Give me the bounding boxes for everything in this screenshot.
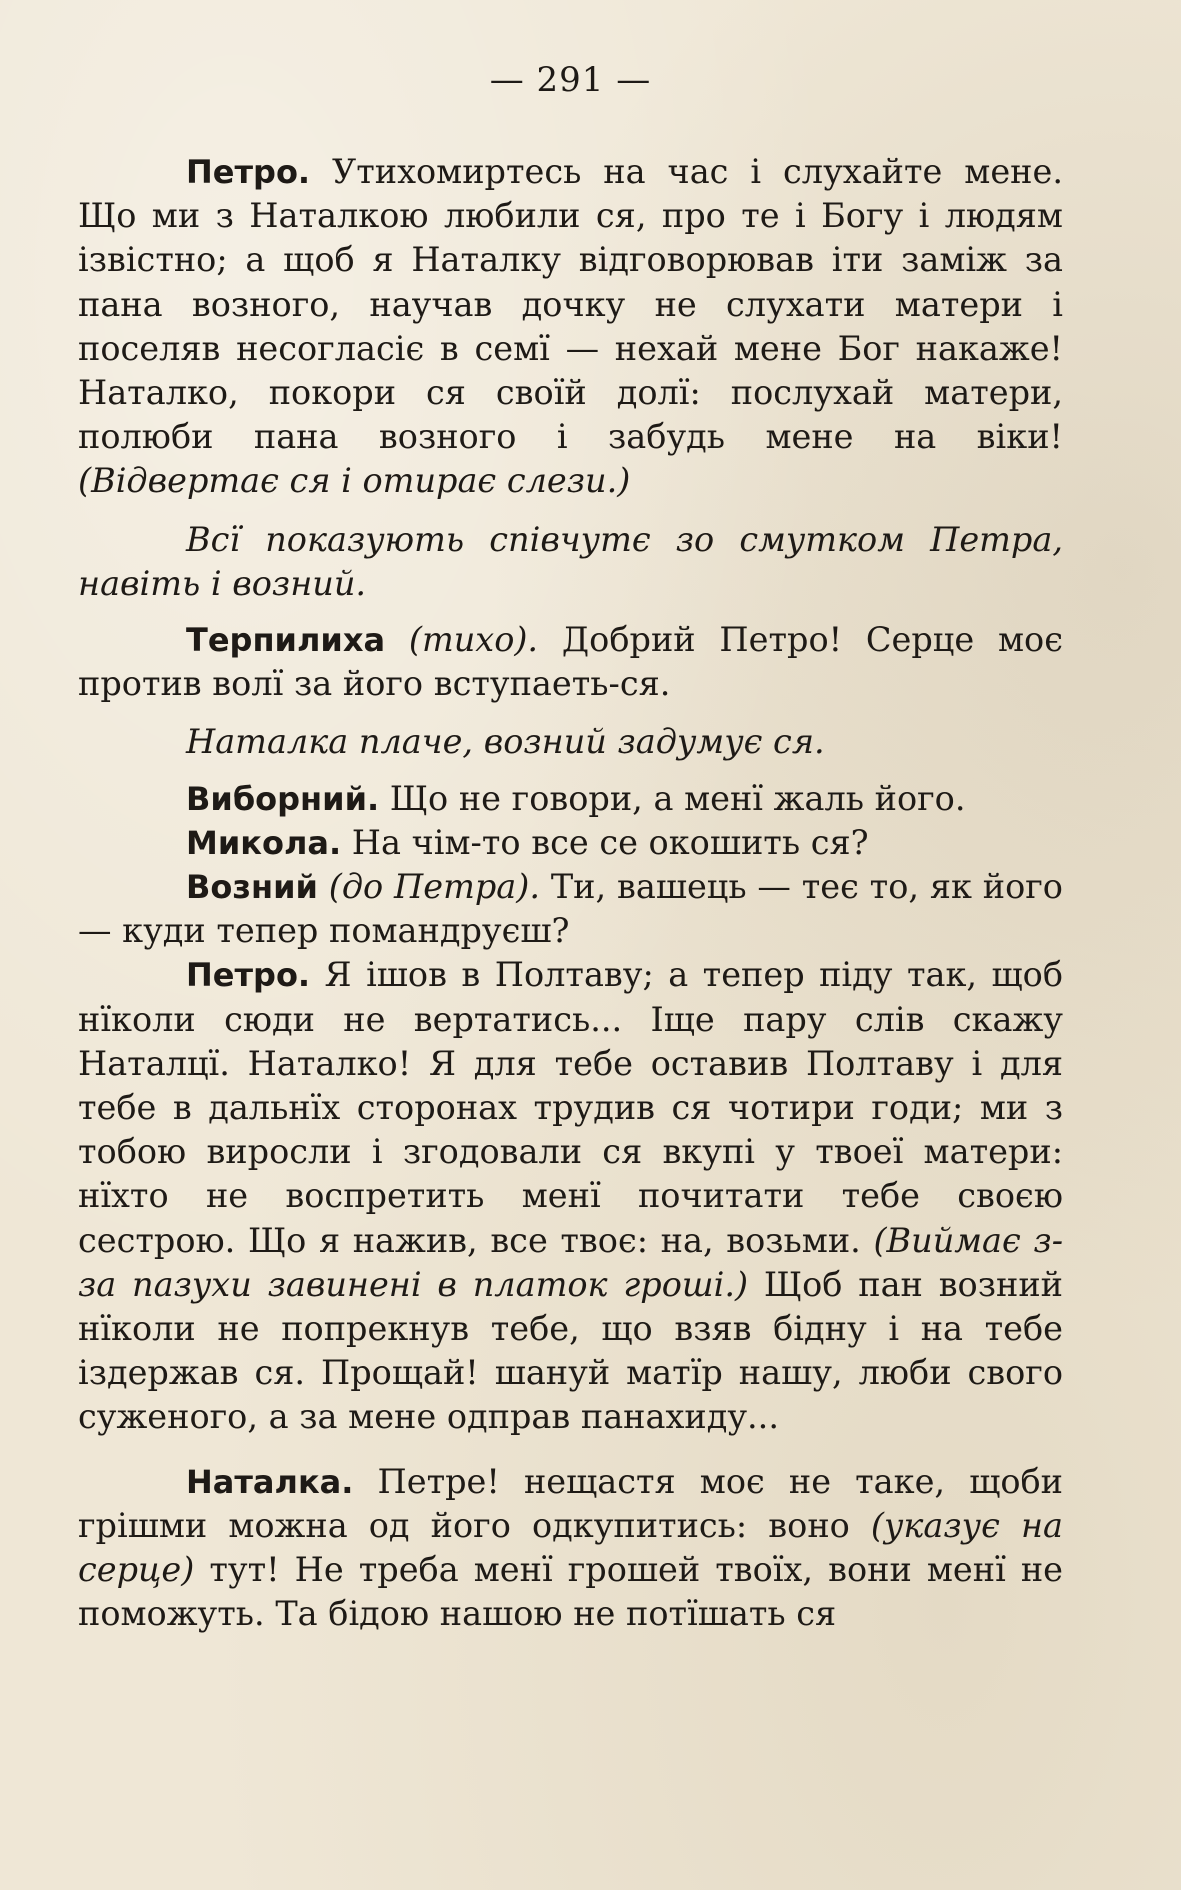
speech-paragraph — [78, 865, 1063, 953]
speech-paragraph — [78, 1460, 1063, 1637]
stage-direction: (до Петра). — [317, 867, 540, 907]
speaker-name: Возний — [186, 868, 318, 907]
speaker-name: Микола. — [186, 823, 342, 862]
speech-text: Добрий Петро! Серце моє против волї за його вступаеть-ся. — [78, 620, 1063, 704]
speech-text: Що не говори, а менї жаль його. — [379, 778, 966, 818]
page-number: — 291 — — [489, 60, 652, 100]
speech-paragraph — [78, 953, 1063, 1439]
speaker-name: Петро. — [186, 956, 311, 995]
speech-paragraph — [78, 821, 1063, 865]
stage-direction: (Виймає з-за пазухи завинені в платок гроші.) — [78, 1220, 1064, 1304]
stage-direction: (Відвертає ся і отирає слези.) — [78, 461, 631, 501]
speaker-name: Виборний. — [186, 779, 380, 818]
speech-text: Ти, вашець — теє то, як його — куди тепер помандруєш? — [78, 867, 1063, 951]
speech-paragraph — [78, 150, 1063, 504]
stage-direction: (тихо). — [385, 620, 539, 660]
speech-paragraph — [78, 777, 1063, 821]
stage-direction-paragraph: Наталка плаче, возний задумує ся. — [186, 722, 825, 762]
stage-direction-paragraph: Всї показують співчутє зо смутком Петра, навіть і возний. — [78, 519, 1063, 603]
speaker-name: Терпилиха — [186, 621, 386, 660]
speech-text: тут! Не треба менї грошей твоїх, вони менї не поможуть. Та бідою нашою не потїшать ся — [78, 1550, 1063, 1634]
speech-text: Петре! нещастя моє не таке, щоби грішми можна од його одкупитись: воно — [78, 1461, 1063, 1545]
stage-direction: (указує на серце) — [78, 1505, 1063, 1590]
speaker-name: Наталка. — [186, 1462, 354, 1501]
book-page — [78, 60, 1063, 1637]
speech-text: Утихомиртесь на час і слухайте мене. Що ми з Наталкою любили ся, про те і Богу і людям ізвістно; а щоб я Наталку відговорював іти заміж за пана возного, научав дочку не слухати матери і поселяв несогласіє в семї — нехай мене Бог накаже! Наталко, покори ся своїй долї: послухай матери, полюби пана возного і забудь мене на віки! — [78, 152, 1063, 457]
speech-text: На чім-то все се окошить ся? — [341, 822, 869, 862]
speaker-name: Петро. — [186, 153, 311, 191]
speech-paragraph — [78, 618, 1063, 706]
speech-text: Я ішов в Полтаву; а тепер піду так, щоб нїколи сюди не вертатись... Іще пару слів скажу Наталцї. Наталко! Я для тебе оставив Полтаву і для тебе в дальнїх сторонах трудив ся чотири годи; ми з тобою виросли і згодовали ся вкупі у твоеї матери: нїхто не воспретить менї почитати тебе своєю сестрою. Що я нажив, все твоє: на, возьми. — [78, 955, 1063, 1260]
speech-text: Щоб пан возний нїколи не попрекнув тебе, що взяв бідну і на тебе іздержав ся. Прощай! шануй матїр нашу, люби свого суженого, а за мене одправ панахиду... — [78, 1264, 1063, 1437]
